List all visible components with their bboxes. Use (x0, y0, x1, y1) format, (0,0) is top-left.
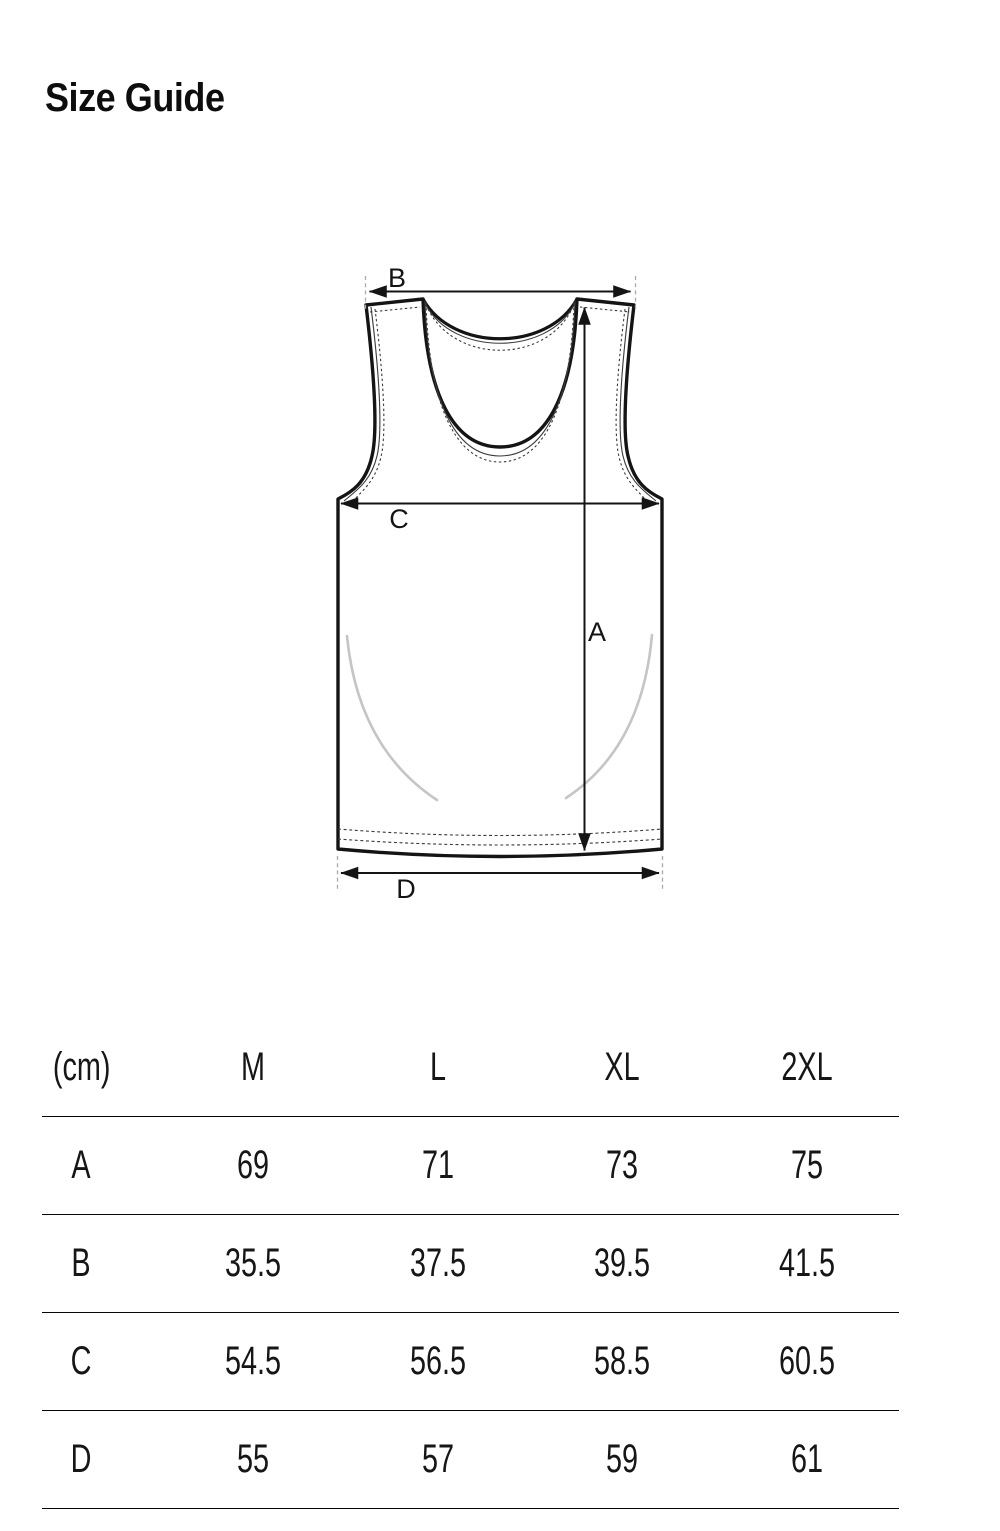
table-cell: 54.5 (224, 1339, 282, 1383)
table-cell: 75 (790, 1143, 824, 1187)
back-neckline (423, 299, 577, 339)
table-cell: 73 (605, 1143, 639, 1187)
table-cell: 60.5 (778, 1339, 836, 1383)
garment-outline (338, 299, 662, 857)
table-cell: 41.5 (778, 1241, 836, 1285)
unit-header-cell: (cm) (52, 1045, 111, 1089)
row-label: D (70, 1437, 92, 1481)
table-cell: 69 (236, 1143, 270, 1187)
table-cell: 37.5 (409, 1241, 467, 1285)
table-cell: 56.5 (409, 1339, 467, 1383)
table-cell: 61 (790, 1437, 824, 1481)
label-length: A (587, 617, 607, 647)
table-cell: 58.5 (593, 1339, 651, 1383)
column-header-2xl: 2XL (781, 1045, 833, 1089)
column-header-xl: XL (604, 1045, 640, 1089)
size-table (42, 1019, 899, 1509)
table-row-c (42, 1313, 899, 1411)
table-row-a (42, 1117, 899, 1215)
label-shoulder-width: B (387, 263, 407, 293)
row-label: B (71, 1241, 91, 1285)
table-cell: 71 (421, 1143, 455, 1187)
row-label: A (71, 1143, 91, 1187)
table-cell: 39.5 (593, 1241, 651, 1285)
size-table-header-row (42, 1019, 899, 1117)
label-hem-width: D (396, 874, 416, 904)
table-row-d (42, 1411, 899, 1509)
table-cell: 59 (605, 1437, 639, 1481)
table-cell: 35.5 (224, 1241, 282, 1285)
label-chest-width: C (389, 504, 409, 534)
page-title: Size Guide (45, 76, 225, 120)
table-row-b (42, 1215, 899, 1313)
table-cell: 57 (421, 1437, 455, 1481)
column-header-m: M (240, 1045, 265, 1089)
row-label: C (70, 1339, 92, 1383)
column-header-l: L (429, 1045, 447, 1089)
table-cell: 55 (236, 1437, 270, 1481)
